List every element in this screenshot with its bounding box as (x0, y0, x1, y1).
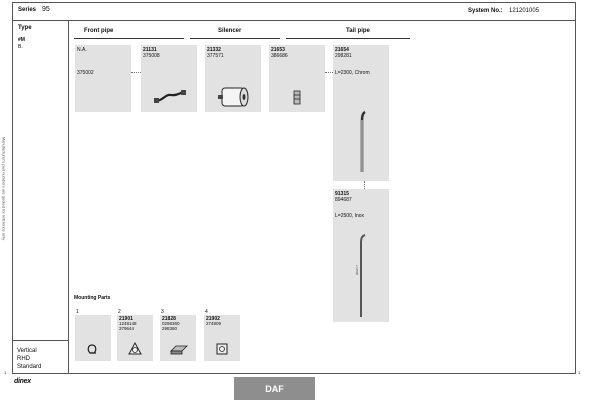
header-divider (12, 20, 576, 21)
system-value: 121201005 (509, 8, 540, 14)
part-number: 21828 (162, 316, 176, 322)
clamp-image (291, 89, 303, 107)
side-note: Manufacturer's part numbers are quoted for reference only (1, 136, 7, 241)
config-orientation: Vertical (17, 348, 37, 354)
section-front-pipe: Front pipe (84, 28, 114, 34)
part-number: 21653 (271, 47, 285, 53)
mount-pos-3: 3 (161, 309, 164, 315)
part-length: L=2500, Inox (335, 213, 365, 219)
pipe-length-label: L=2500 (355, 265, 359, 276)
mount-pos-1: 1 (76, 309, 79, 315)
mount-card-21902[interactable] (204, 315, 240, 361)
type-code-2: B. (18, 44, 23, 50)
silencer-rule (190, 38, 280, 39)
part-oe-number: 274809 (206, 321, 222, 326)
page-number-left: 1 (4, 370, 7, 375)
part-number: N.A. (77, 47, 87, 53)
brand-tab: DAF (234, 377, 315, 400)
type-code-1: #M (18, 37, 25, 43)
connector-dots-vertical (364, 181, 365, 189)
part-oe-number: 377571 (207, 53, 224, 59)
part-number: 21332 (207, 47, 221, 53)
part-number: 21901 (119, 316, 133, 322)
system-label: System No.: (468, 8, 503, 14)
part-number: 21902 (206, 316, 220, 322)
section-silencer: Silencer (218, 28, 242, 34)
section-mounting: Mounting Parts (74, 295, 111, 301)
series-label: Series (18, 7, 37, 13)
part-number: 91315 (335, 191, 349, 197)
part-card-21654[interactable] (333, 45, 389, 181)
tail-pipe-rule (286, 38, 410, 39)
tail-pipe-image (355, 110, 369, 176)
part-oe-number: 375008 (143, 53, 160, 59)
part-card-21131[interactable] (141, 45, 197, 112)
tail-pipe-inox-image (355, 233, 369, 319)
part-length: L=2300, Chrom (335, 70, 370, 76)
bracket-image (170, 343, 188, 355)
part-number: 21654 (335, 47, 349, 53)
part-oe-number: 298281 (335, 53, 352, 59)
mount-card-21828[interactable] (160, 315, 196, 361)
mount-card-1[interactable] (75, 315, 111, 361)
front-pipe-image (153, 89, 187, 105)
sidebar-divider (68, 20, 69, 374)
part-oe-number: 375002 (77, 70, 94, 76)
connector-dots (325, 72, 333, 73)
page-number-right: 1 (578, 370, 581, 375)
clamp-ring-image (86, 342, 100, 356)
flange-image (215, 342, 229, 356)
dinex-logo: dinex (14, 378, 31, 385)
part-card-na[interactable] (75, 45, 131, 112)
config-drive: RHD (17, 356, 30, 362)
gasket-image (127, 341, 143, 357)
part-oe-number: 894687 (335, 197, 352, 203)
section-tail-pipe: Tail pipe (346, 28, 370, 34)
front-pipe-rule (74, 38, 184, 39)
series-value: 95 (42, 6, 50, 13)
silencer-image (217, 85, 251, 109)
config-variant: Standard (17, 364, 42, 370)
sidebar-config-divider (12, 340, 68, 341)
part-card-21332[interactable] (205, 45, 261, 112)
mount-pos-4: 4 (205, 309, 208, 315)
part-oe-number: 386686 (271, 53, 288, 59)
mount-card-21901[interactable] (117, 315, 153, 361)
part-card-91315[interactable] (333, 189, 389, 322)
type-label: Type (18, 25, 32, 31)
part-card-21653[interactable] (269, 45, 325, 112)
part-number: 21131 (143, 47, 157, 53)
part-oe-number: 0298360 298360 (162, 321, 180, 331)
connector-dots (131, 72, 141, 73)
part-oe-number: 1248148 379644 (119, 321, 137, 331)
mount-pos-2: 2 (118, 309, 121, 315)
config-list (17, 347, 41, 371)
